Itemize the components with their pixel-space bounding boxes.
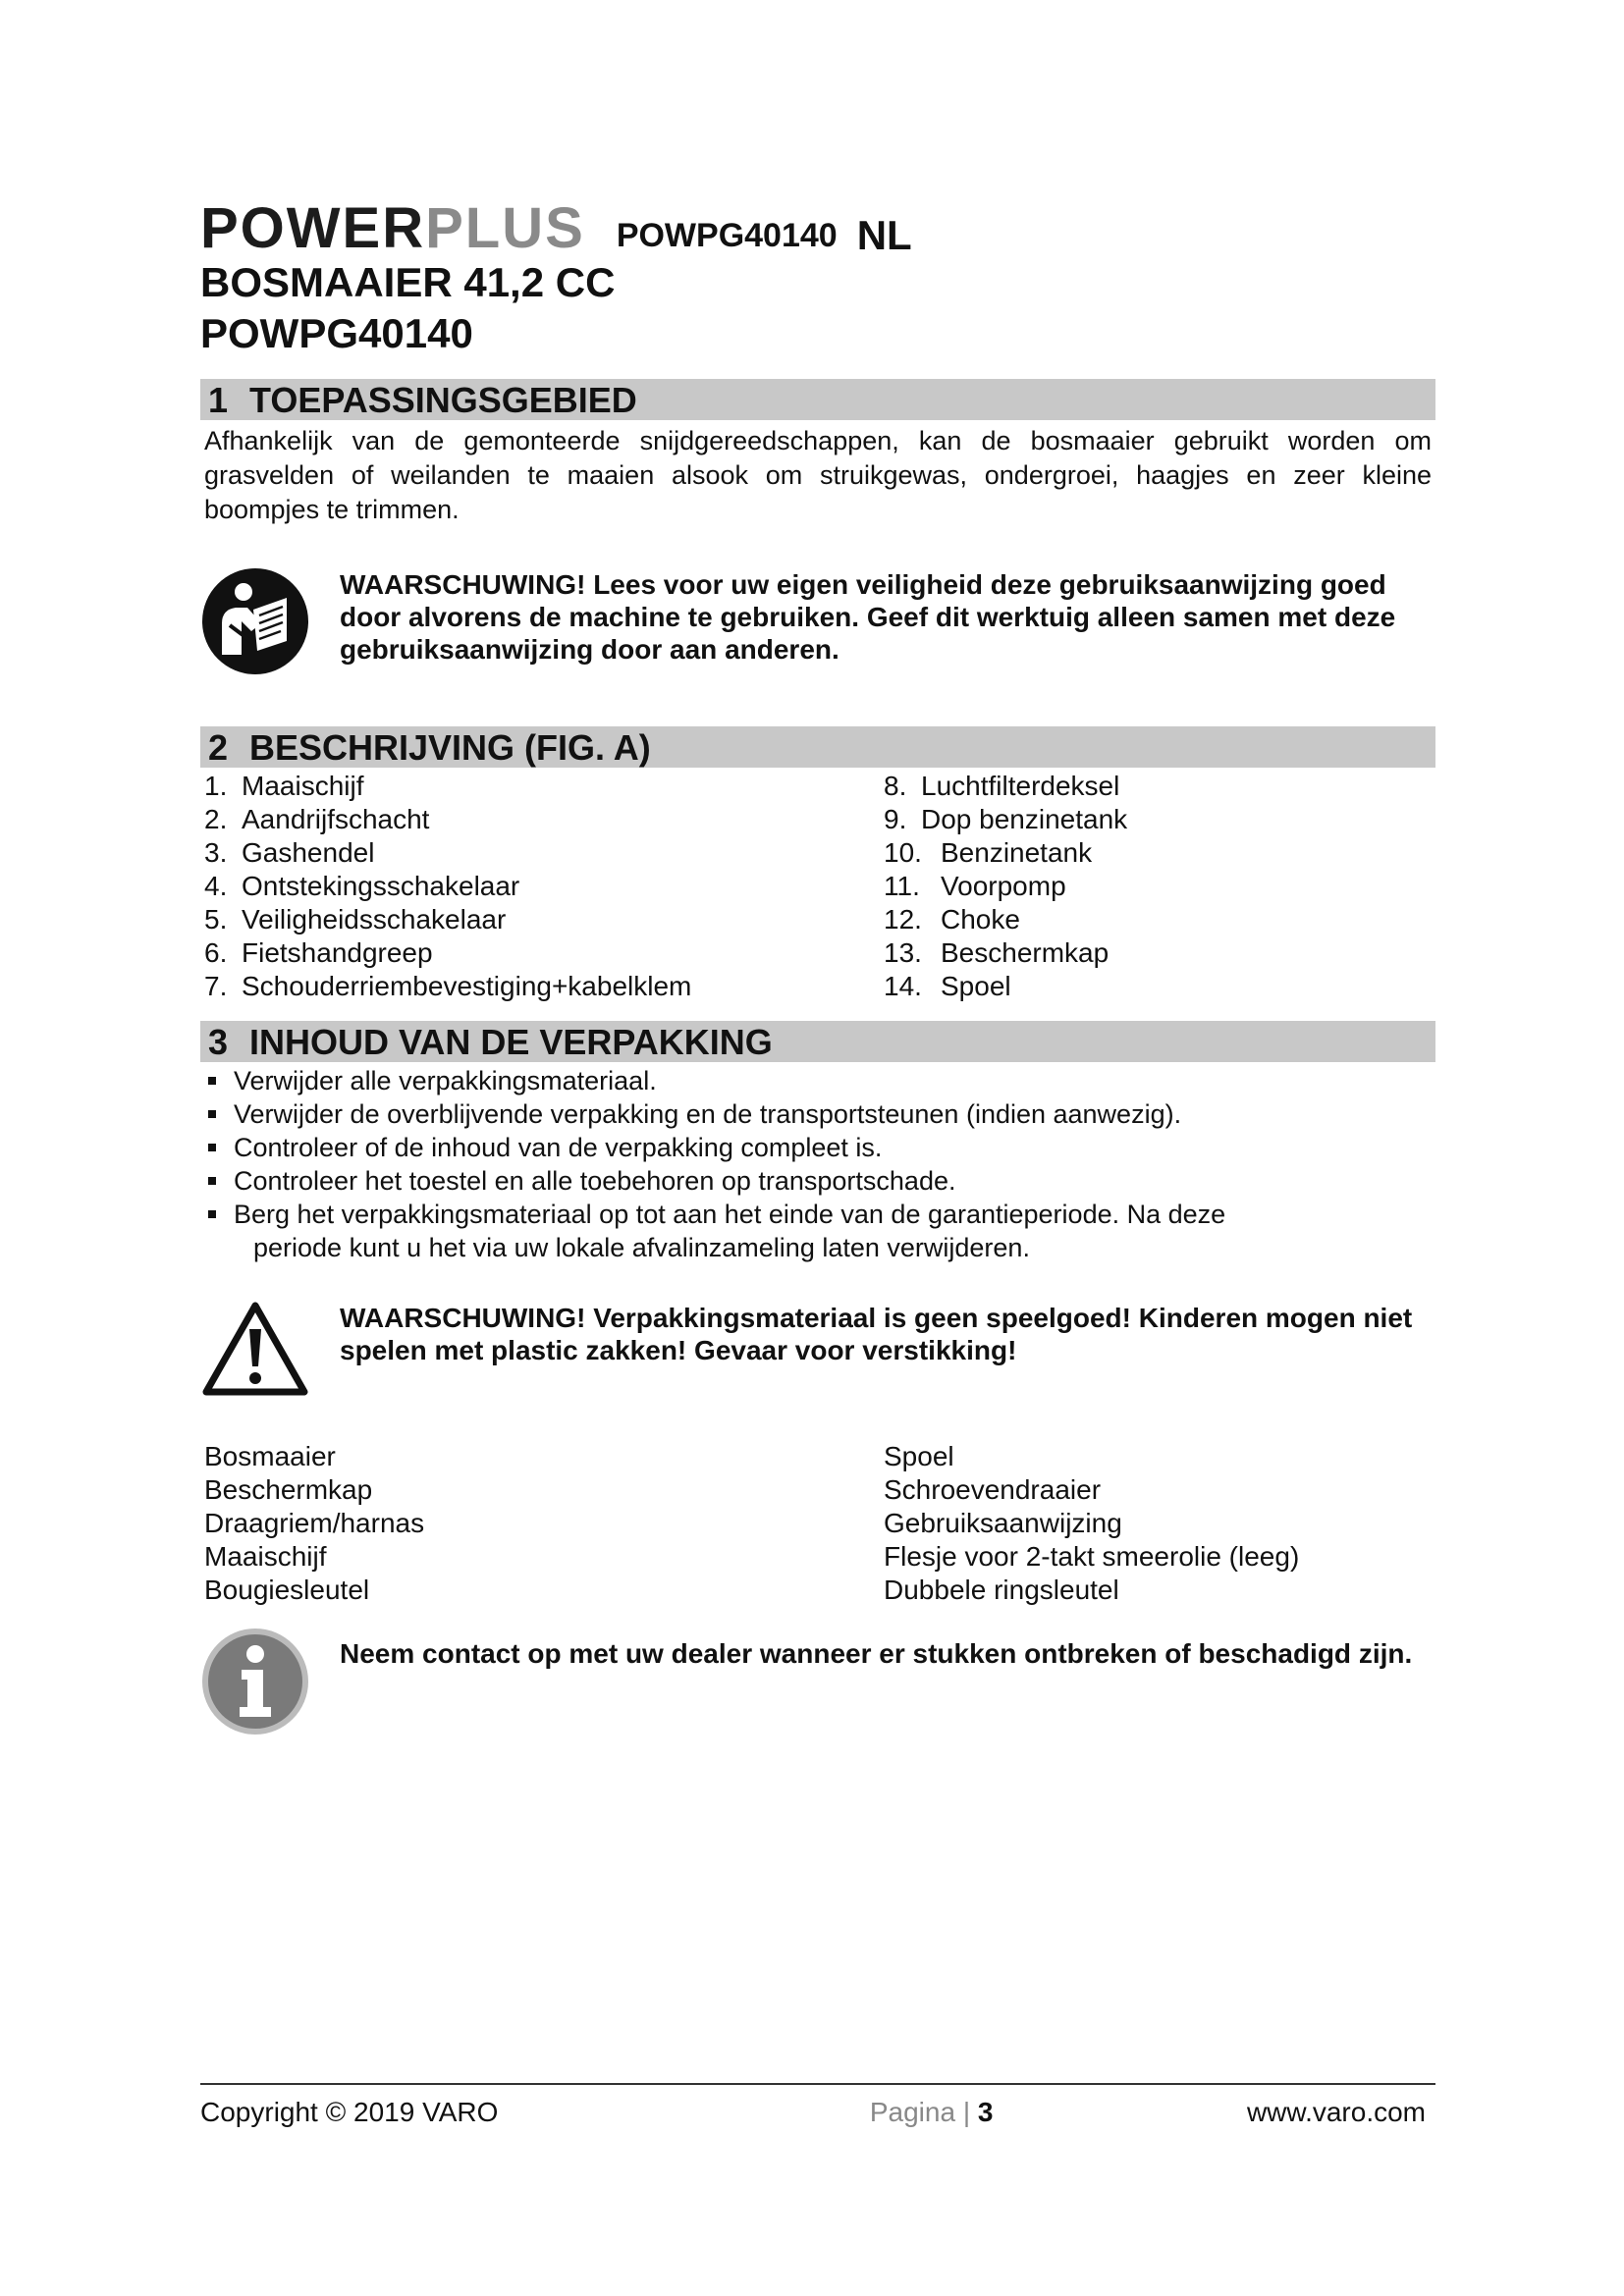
content-item: Draagriem/harnas [204, 1508, 425, 1538]
part-label: Choke [941, 904, 1020, 934]
part-number: 2. [204, 804, 228, 834]
parts-list-left [200, 770, 880, 1003]
part-item [884, 970, 1435, 1003]
content-item: Gebruiksaanwijzing [884, 1508, 1122, 1538]
read-manual-icon [200, 566, 314, 681]
content-item: Schroevendraaier [884, 1474, 1102, 1505]
part-label: Spoel [941, 971, 1011, 1001]
part-item [884, 936, 1435, 970]
section-2-heading [200, 726, 1435, 768]
section-1-title: TOEPASSINGSGEBIED [249, 380, 637, 420]
list-item: Controleer het toestel en alle toebehoren op transportschade. [204, 1164, 1435, 1198]
logo-plus: PLUS [425, 196, 585, 260]
part-item [204, 836, 880, 870]
part-number: 10. [884, 837, 922, 868]
part-item [884, 903, 1435, 936]
part-number: 8. [884, 771, 907, 801]
section-3-heading [200, 1021, 1435, 1062]
part-label: Voorpomp [941, 871, 1066, 901]
section-1-body: Afhankelijk van de gemonteerde snijdgereedschappen, kan de bosmaaier gebruikt worden om grasvelden of weilanden te maaien alsook om struikgewas, ondergroei, haagjes en zeer kleine boompjes te trimmen. [204, 426, 1432, 524]
part-label: Dop benzinetank [921, 804, 1128, 834]
part-item [204, 903, 880, 936]
part-label: Beschermkap [941, 937, 1110, 968]
footer-row [200, 2085, 1435, 2128]
section-1-heading [200, 379, 1435, 420]
section-2-title: BESCHRIJVING (FIG. A) [249, 727, 651, 768]
content-item: Flesje voor 2-takt smeerolie (leeg) [884, 1541, 1300, 1572]
part-label: Ontstekingsschakelaar [242, 871, 520, 901]
section-3-warning-text: WAARSCHUWING! Verpakkingsmateriaal is geen speelgoed! Kinderen mogen niet spelen met plastic zakken! Gevaar voor verstikking! [340, 1303, 1413, 1365]
part-number: 9. [884, 804, 907, 834]
part-label: Gashendel [242, 837, 375, 868]
part-number: 11. [884, 871, 920, 901]
info-note [200, 1627, 1435, 1741]
section-3-number: 3 [208, 1022, 229, 1062]
page-indicator [870, 2097, 994, 2128]
package-contents-right [880, 1440, 1435, 1607]
content-item: Spoel [884, 1441, 954, 1471]
page-content [200, 196, 1435, 1741]
part-item [884, 803, 1435, 836]
part-number: 13. [884, 937, 922, 968]
content-item: Dubbele ringsleutel [884, 1575, 1119, 1605]
section-1-warning [200, 566, 1435, 681]
section-1-number: 1 [208, 380, 229, 420]
part-label: Schouderriembevestiging+kabelklem [242, 971, 692, 1001]
part-item [884, 770, 1435, 803]
package-contents [200, 1440, 1435, 1607]
part-number: 3. [204, 837, 228, 868]
part-item [204, 970, 880, 1003]
content-item: Beschermkap [204, 1474, 373, 1505]
website-link[interactable]: www.varo.com [1246, 2097, 1426, 2127]
section-3-title: INHOUD VAN DE VERPAKKING [249, 1022, 773, 1062]
part-number: 5. [204, 904, 228, 934]
warning-triangle-icon [200, 1300, 314, 1403]
content-item: Bosmaaier [204, 1441, 336, 1471]
list-item [204, 1198, 1435, 1264]
brand-logo [200, 196, 585, 260]
part-item [884, 870, 1435, 903]
part-label: Fietshandgreep [242, 937, 433, 968]
part-number: 12. [884, 904, 922, 934]
part-item [204, 770, 880, 803]
header-model-code: POWPG40140 [616, 217, 838, 254]
info-icon [200, 1627, 314, 1741]
list-item: Controleer of de inhoud van de verpakking compleet is. [204, 1131, 1435, 1164]
part-number: 6. [204, 937, 228, 968]
part-item [204, 870, 880, 903]
part-label: Maaischijf [242, 771, 364, 801]
content-item: Maaischijf [204, 1541, 327, 1572]
copyright: Copyright © 2019 VARO [200, 2097, 499, 2127]
part-number: 1. [204, 771, 228, 801]
content-item: Bougiesleutel [204, 1575, 370, 1605]
list-item-text: Berg het verpakkingsmateriaal op tot aan het einde van de garantieperiode. Na deze [234, 1200, 1226, 1229]
part-number: 7. [204, 971, 228, 1001]
part-label: Aandrijfschacht [242, 804, 430, 834]
section-2-number: 2 [208, 727, 229, 768]
part-number: 14. [884, 971, 922, 1001]
part-item [204, 936, 880, 970]
page-number: 3 [977, 2097, 994, 2127]
list-item: Verwijder alle verpakkingsmateriaal. [204, 1064, 1435, 1097]
part-label: Luchtfilterdeksel [921, 771, 1120, 801]
part-item [204, 803, 880, 836]
logo-power: POWER [200, 196, 426, 260]
part-label: Benzinetank [941, 837, 1093, 868]
header-row [200, 196, 1435, 260]
product-title: BOSMAAIER 41,2 CC [200, 259, 616, 305]
page-footer [200, 2083, 1435, 2128]
list-item: Verwijder de overblijvende verpakking en de transportsteunen (indien aanwezig). [204, 1097, 1435, 1131]
page-label: Pagina | [869, 2097, 971, 2127]
parts-list-right [880, 770, 1435, 1003]
list-item-continuation: periode kunt u het via uw lokale afvalinzameling laten verwijderen. [253, 1233, 1030, 1262]
section-3-warning [200, 1300, 1435, 1403]
unpacking-steps [204, 1064, 1435, 1264]
package-contents-left [200, 1440, 880, 1607]
product-model: POWPG40140 [200, 310, 473, 356]
part-label: Veiligheidsschakelaar [242, 904, 507, 934]
language-code: NL [856, 212, 912, 258]
part-item [884, 836, 1435, 870]
info-note-text: Neem contact op met uw dealer wanneer er stukken ontbreken of beschadigd zijn. [340, 1638, 1413, 1669]
parts-list [200, 770, 1435, 1003]
section-1-warning-text: WAARSCHUWING! Lees voor uw eigen veiligheid deze gebruiksaanwijzing goed door alvorens de machine te gebruiken. Geef dit werktuig alleen samen met deze gebruiksaanwijzing door aan anderen. [340, 569, 1396, 665]
part-number: 4. [204, 871, 228, 901]
